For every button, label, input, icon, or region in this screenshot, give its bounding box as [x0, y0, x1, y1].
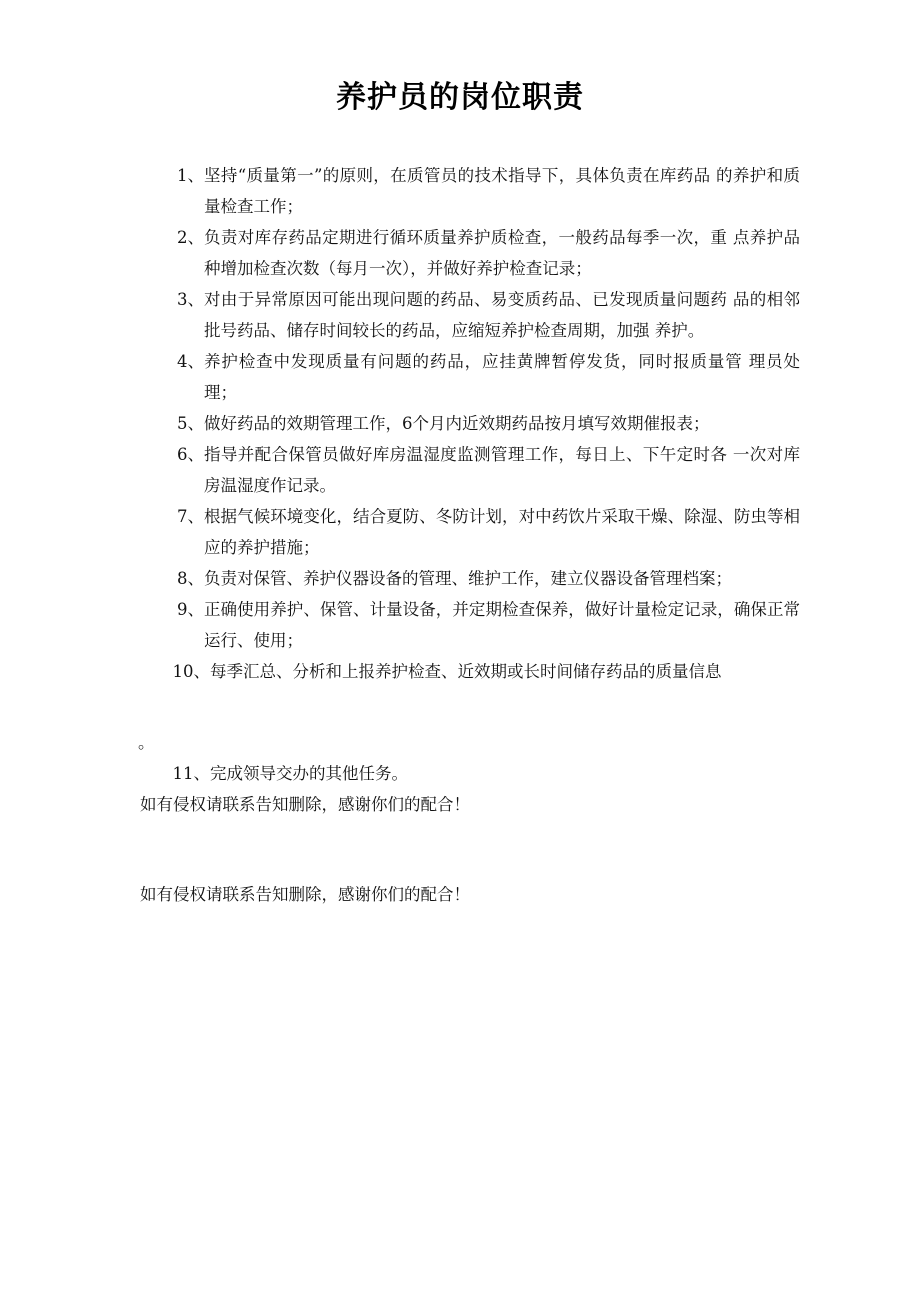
list-item	[0, 408, 920, 439]
list-item	[0, 284, 920, 346]
list-item	[0, 222, 920, 284]
list-item	[0, 439, 920, 501]
item-number: 6、	[177, 445, 204, 464]
duty-list-continued	[0, 758, 920, 789]
item-number: 9、	[177, 600, 204, 619]
item-text: 做好药品的效期管理工作，6个月内近效期药品按月填写效期催报表；	[204, 414, 710, 433]
item-text: 养护检查中发现质量有问题的药品，应挂黄牌暂停发货，同时报质量管 理员处理；	[204, 352, 800, 402]
list-item	[0, 656, 920, 687]
item-text: 指导并配合保管员做好库房温湿度监测管理工作，每日上、下午定时各 一次对库房温湿度作记录。	[204, 445, 800, 495]
copyright-notice: 如有侵权请联系告知删除，感谢你们的配合！	[140, 795, 470, 814]
list-item	[0, 346, 920, 408]
list-item	[0, 758, 920, 789]
item-text: 负责对库存药品定期进行循环质量养护质检查，一般药品每季一次，重 点养护品种增加检查次数（每月一次），并做好养护检查记录；	[204, 228, 800, 278]
list-item	[0, 594, 920, 656]
item-number: 4、	[177, 352, 204, 371]
item-number: 1、	[177, 166, 204, 185]
item-number: 5、	[177, 414, 204, 433]
copyright-notice: 如有侵权请联系告知删除，感谢你们的配合！	[140, 885, 470, 904]
duty-list	[0, 160, 920, 687]
item-number: 3、	[177, 290, 204, 309]
item-text: 负责对保管、养护仪器设备的管理、维护工作，建立仪器设备管理档案；	[204, 569, 732, 588]
item-number: 10、	[172, 662, 210, 681]
list-item	[0, 501, 920, 563]
item-text: 根据气候环境变化，结合夏防、冬防计划，对中药饮片采取干燥、除湿、防虫等相应的养护措施；	[204, 507, 800, 557]
item-text: 正确使用养护、保管、计量设备，并定期检查保养，做好计量检定记录，确保正常运行、使用；	[204, 600, 800, 650]
list-item	[0, 160, 920, 222]
item-number: 8、	[177, 569, 204, 588]
item-10-tail: 。	[138, 733, 155, 752]
list-item	[0, 563, 920, 594]
item-text: 坚持“质量第一”的原则，在质管员的技术指导下，具体负责在库药品 的养护和质量检查工作；	[204, 166, 800, 216]
item-number: 11、	[172, 764, 210, 783]
item-text: 完成领导交办的其他任务。	[210, 764, 408, 783]
item-text: 对由于异常原因可能出现问题的药品、易变质药品、已发现质量问题药 品的相邻批号药品、储存时间较长的药品，应缩短养护检查周期，加强 养护。	[204, 290, 800, 340]
page-title: 养护员的岗位职责	[336, 80, 584, 115]
item-number: 7、	[177, 507, 204, 526]
item-text: 每季汇总、分析和上报养护检查、近效期或长时间储存药品的质量信息	[210, 662, 722, 681]
item-number: 2、	[177, 228, 204, 247]
